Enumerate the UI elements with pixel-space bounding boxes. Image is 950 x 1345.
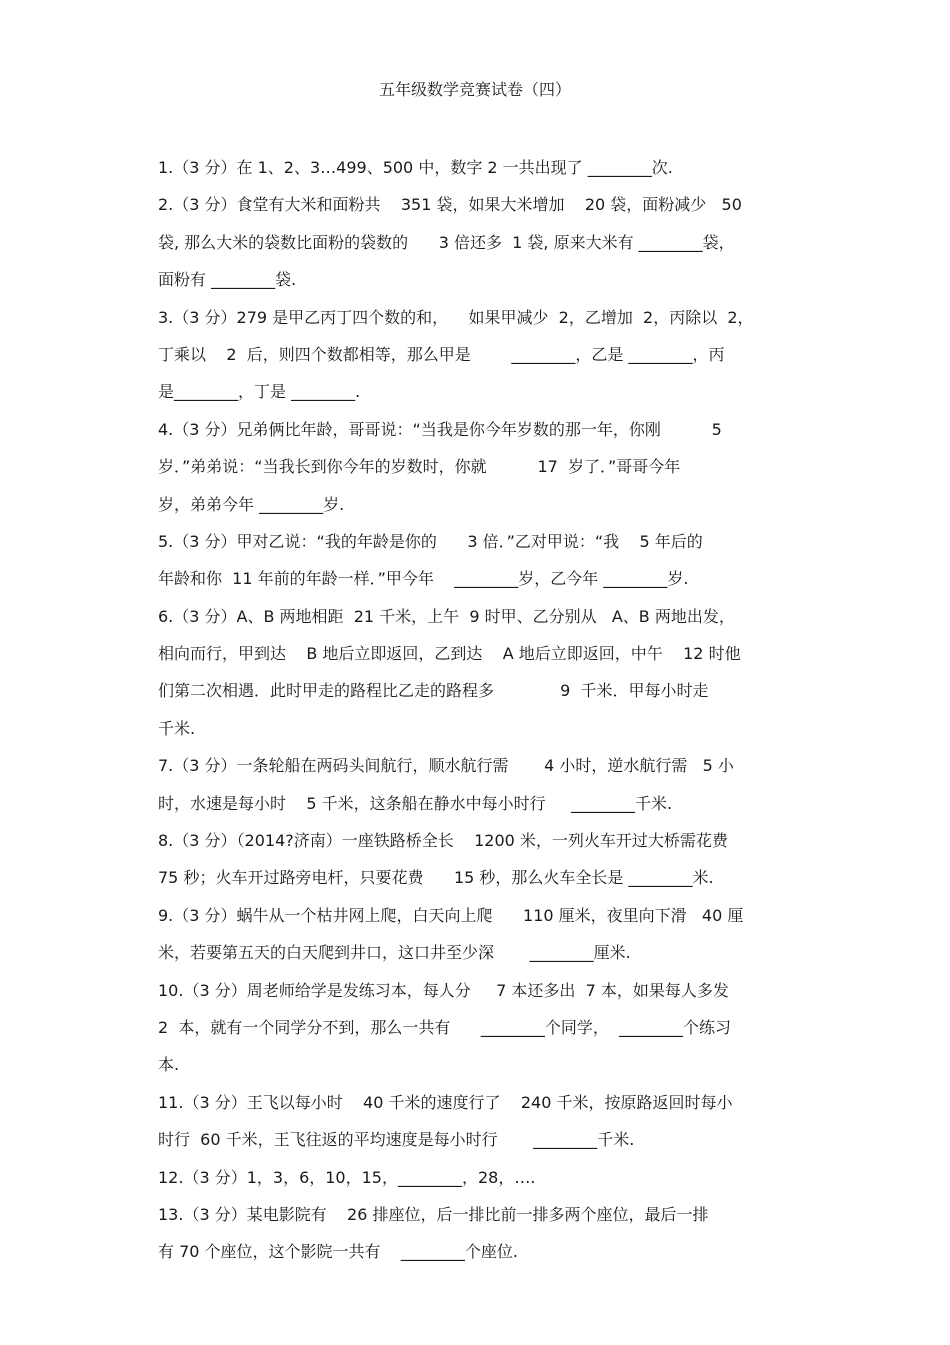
question-text-line: 3.（3 分）279 是甲乙丙丁四个数的和， 如果甲减少 2，乙增加 2，丙除以 2， <box>158 307 754 327</box>
question-text-line: 年龄和你 11 年前的年龄一样．”甲今年 ________岁，乙今年 ________岁. <box>158 569 689 589</box>
question-text-line: 75 秒；火车开过路旁电杆，只要花费 15 秒，那么火车全长是 ________米. <box>158 868 714 888</box>
question-text-line: 面粉有 ________袋. <box>158 270 297 290</box>
question-text-line: 9.（3 分）蜗牛从一个枯井网上爬，白天向上爬 110 厘米，夜里向下滑 40 厘 <box>158 905 744 925</box>
question-item <box>158 1091 798 1166</box>
question-text-line: 6.（3 分）A、B 两地相距 21 千米，上午 9 时甲、乙分别从 A、B 两地出发， <box>158 606 735 626</box>
question-item <box>158 1203 798 1278</box>
question-item <box>158 418 798 530</box>
question-text-line: 5.（3 分）甲对乙说：“我的年龄是你的 3 倍．”乙对甲说：“我 5 年后的 <box>158 531 703 551</box>
question-item <box>158 754 798 829</box>
question-item <box>158 193 798 305</box>
question-item <box>158 979 798 1091</box>
question-text-line: 们第二次相遇．此时甲走的路程比乙走的路程多 9 千米．甲每小时走 <box>158 681 709 701</box>
question-text-line: 是________，丁是 ________. <box>158 382 361 402</box>
question-item <box>158 306 798 418</box>
question-text-line: 2 本，就有一个同学分不到，那么一共有 ________个同学， ________个练习 <box>158 1017 732 1037</box>
question-text-line: 10.（3 分）周老师给学是发练习本，每人分 7 本还多出 7 本，如果每人多发 <box>158 980 729 1000</box>
page-title: 五年级数学竞赛试卷（四） <box>378 80 571 99</box>
question-item <box>158 156 798 193</box>
question-text-line: 丁乘以 2 后，则四个数都相等，那么甲是 ________，乙是 ________，丙 <box>158 344 725 364</box>
question-text-line: 时行 60 千米，王飞往返的平均速度是每小时行 ________千米. <box>158 1130 635 1150</box>
question-item <box>158 530 798 605</box>
question-text-line: 千米. <box>158 718 196 738</box>
question-item <box>158 904 798 979</box>
question-text-line: 时，水速是每小时 5 千米，这条船在静水中每小时行 ________千米. <box>158 793 673 813</box>
question-text-line: 相向而行，甲到达 B 地后立即返回，乙到达 A 地后立即返回，中午 12 时他 <box>158 644 741 664</box>
question-text-line: 13.（3 分）某电影院有 26 排座位，后一排比前一排多两个座位，最后一排 <box>158 1204 709 1224</box>
question-text-line: 袋, 那么大米的袋数比面粉的袋数的 3 倍还多 1 袋, 原来大米有 ________袋， <box>158 232 735 252</box>
question-text-line: 2.（3 分）食堂有大米和面粉共 351 袋，如果大米增加 20 袋，面粉减少 50 <box>158 195 742 215</box>
question-text-line: 岁，弟弟今年 ________岁. <box>158 494 345 514</box>
question-text-line: 4.（3 分）兄弟俩比年龄，哥哥说：“当我是你今年岁数的那一年，你刚 5 <box>158 419 722 439</box>
question-list <box>158 156 798 1278</box>
question-text-line: 7.（3 分）一条轮船在两码头间航行，顺水航行需 4 小时，逆水航行需 5 小 <box>158 756 734 776</box>
question-text-line: 有 70 个座位，这个影院一共有 ________个座位. <box>158 1242 518 1262</box>
question-text-line: 1.（3 分）在 1、2、3…499、500 中，数字 2 一共出现了 ________次. <box>158 158 673 177</box>
question-text-line: 米，若要第五天的白天爬到井口，这口井至少深 ________厘米. <box>158 943 631 963</box>
question-item <box>158 1166 798 1203</box>
question-item <box>158 605 798 755</box>
question-text-line: 8.（3 分）（2014?济南）一座铁路桥全长 1200 米，一列火车开过大桥需花费 <box>158 831 728 851</box>
question-text-line: 12.（3 分）1，3，6，10，15，________，28，…. <box>158 1167 536 1187</box>
question-item <box>158 829 798 904</box>
question-text-line: 11.（3 分）王飞以每小时 40 千米的速度行了 240 千米，按原路返回时每小 <box>158 1092 733 1112</box>
question-text-line: 岁．”弟弟说：“当我长到你今年的岁数时，你就 17 岁了．”哥哥今年 <box>158 457 681 477</box>
question-text-line: 本. <box>158 1055 180 1075</box>
